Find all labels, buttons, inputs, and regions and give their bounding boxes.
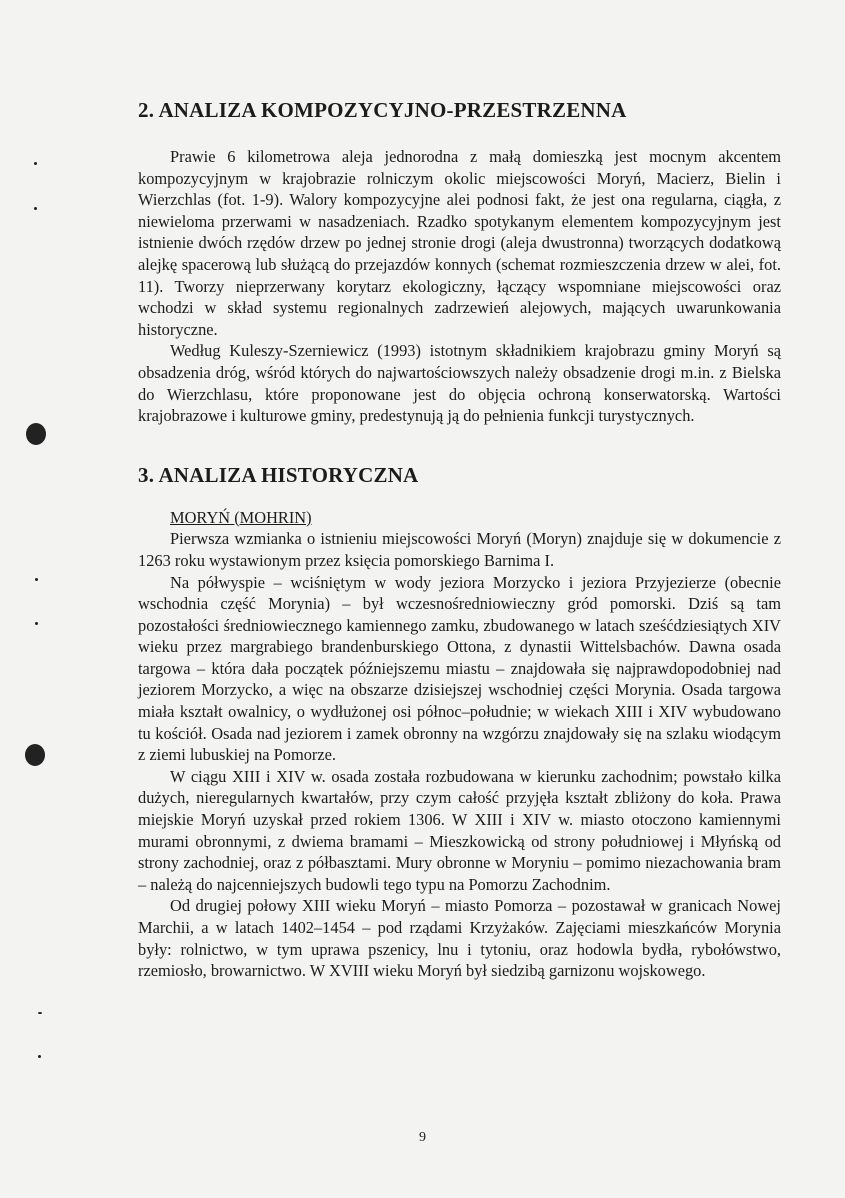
section-heading: 3. ANALIZA HISTORYCZNA bbox=[138, 462, 419, 487]
speck-mark bbox=[34, 207, 37, 210]
paragraph: Od drugiej połowy XIII wieku Moryń – miasto Pomorza – pozostawał w granicach Nowej Marchii, a w latach 1402–1454 – pod rządami Krzyżaków. Zajęciami mieszkańców Morynia były: rolnictwo, w tym uprawa pszenicy, lnu i tytoniu, oraz hodowla bydła, rybołówstwo, rzemiosło, browarnictwo. W XVIII wieku Moryń był siedzibą garnizonu wojskowego. bbox=[138, 896, 781, 981]
section-history bbox=[138, 461, 781, 982]
section-heading: 2. ANALIZA KOMPOZYCYJNO-PRZESTRZENNA bbox=[138, 98, 627, 122]
punch-hole-mark bbox=[26, 423, 46, 445]
paragraph: Na półwyspie – wciśniętym w wody jeziora Morzycko i jeziora Przyjezierze (obecnie wschodnia część Morynia) – był wczesnośredniowieczny gród pomorski. Dziś są tam pozostałości średniowiecznego kamiennego zamku, zbudowanego w latach sześćdziesiątych XIV wieku przez margrabiego brandenburskiego Ottona, z dynastii Wittelsbachów. Dawna osada targowa – która dała początek późniejszemu miastu – znajdowała się najprawdopodobniej nad jeziorem Morzycko, a więc na obszarze dzisiejszej wschodniej części Morynia. Osada targowa miała kształt owalnicy, o wydłużonej osi północ–południe; w wiekach XIII i XIV wybudowano tu kościół. Osada nad jeziorem i zamek obronny na wzgórzu znajdowały się na szlaku wiodącym z ziemi lubuskiej na Pomorze. bbox=[138, 572, 781, 765]
speck-mark bbox=[35, 578, 38, 581]
subheading: MORYŃ (MOHRIN) bbox=[170, 507, 312, 527]
speck-mark bbox=[34, 162, 37, 165]
paragraph: W ciągu XIII i XIV w. osada została rozbudowana w kierunku zachodnim; powstało kilka dużych, nieregularnych kwartałów, przy czym całość przyjęła kształt zbliżony do koła. Prawa miejskie Moryń uzyskał przed rokiem 1306. W XIII i XIV w. miasto otoczono kamiennymi murami obronnymi, z dwiema bramami – Mieszkowicką od strony południowej i Młyńską od strony zachodniej, oraz z półbasztami. Mury obronne w Moryniu – pomimo niezachowania bram – należą do najcenniejszych budowli tego typu na Pomorzu Zachodnim. bbox=[138, 766, 781, 894]
page-content bbox=[138, 96, 781, 982]
page-number: 9 bbox=[419, 1130, 426, 1145]
section-composition bbox=[138, 96, 781, 427]
speck-mark bbox=[38, 1055, 41, 1058]
paragraph: Pierwsza wzmianka o istnieniu miejscowości Moryń (Moryn) znajduje się w dokumencie z 1263 roku wystawionym przez księcia pomorskiego Barnima I. bbox=[138, 529, 781, 570]
speck-mark bbox=[38, 1012, 42, 1014]
speck-mark bbox=[35, 622, 38, 625]
paragraph: Według Kuleszy-Szerniewicz (1993) istotnym składnikiem krajobrazu gminy Moryń są obsadzenia dróg, wśród których do najwartościowszych należy obsadzenie drogi m.in. z Bielska do Wierzchlasu, które proponowane jest do objęcia ochroną konserwatorską. Wartości krajobrazowe i kulturowe gminy, predestynują ją do pełnienia funkcji turystycznych. bbox=[138, 341, 781, 426]
paragraph: Prawie 6 kilometrowa aleja jednorodna z małą domieszką jest mocnym akcentem kompozycyjnym w krajobrazie rolniczym okolic miejscowości Moryń, Macierz, Bielin i Wierzchlas (fot. 1-9). Walory kompozycyjne alei podnosi fakt, że jest ona regularna, ciągła, z niewieloma przerwami w nasadzeniach. Rzadko spotykanym elementem kompozycyjnym jest istnienie dwóch rzędów drzew po jednej stronie drogi (aleja dwustronna) tworzących dodatkową alejkę spacerową lub służącą do przejazdów konnych (schemat rozmieszczenia drzew w alei, fot. 11). Tworzy nieprzerwany korytarz ekologiczny, łączący wspomniane miejscowości oraz wchodzi w skład systemu regionalnych zadrzewień alejowych, mających uwarunkowania historyczne. bbox=[138, 147, 781, 339]
punch-hole-mark bbox=[25, 744, 45, 766]
